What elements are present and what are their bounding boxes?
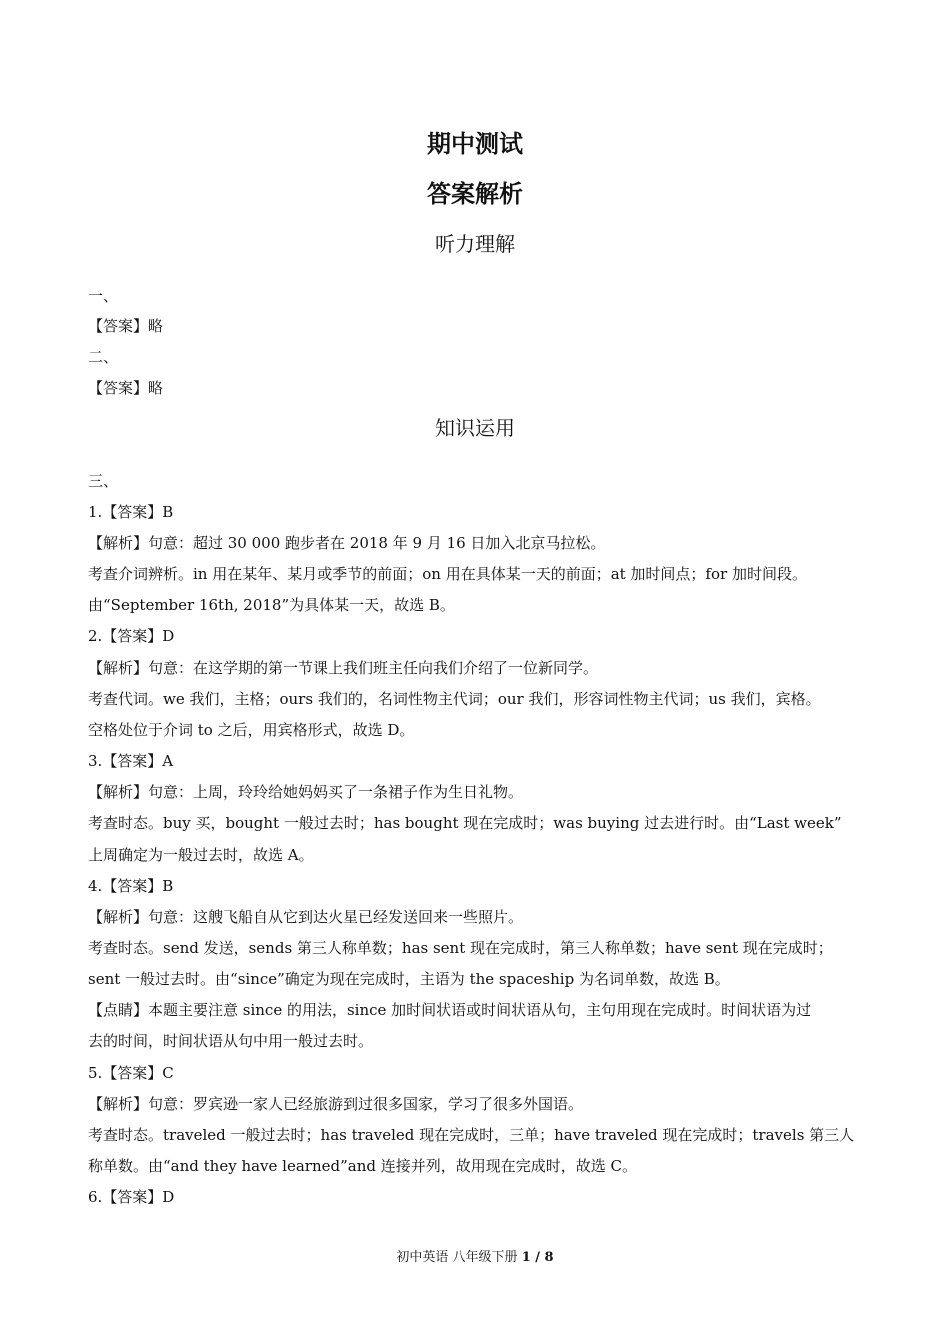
- analysis-line: 考查时态。buy 买，bought 一般过去时；has bought 现在完成时；was buying 过去进行时。由“Last week”: [88, 814, 842, 832]
- question-group-label: 二、: [88, 348, 119, 366]
- answer-line: 【答案】略: [88, 379, 164, 397]
- tip-line: 【点睛】本题主要注意 since 的用法，since 加时间状语或时间状语从句，主句用现在完成时。时间状语为过: [88, 1001, 812, 1019]
- answer-line: 4.【答案】B: [88, 877, 174, 895]
- answer-line: 1.【答案】B: [88, 503, 174, 521]
- analysis-line: 【解析】句意：超过 30 000 跑步者在 2018 年 9 月 16 日加入北京马拉松。: [88, 534, 606, 552]
- analysis-line: sent 一般过去时。由“since”确定为现在完成时，主语为 the spaceship 为名词单数，故选 B。: [88, 970, 730, 988]
- answer-line: 【答案】略: [88, 317, 164, 335]
- analysis-line: 【解析】句意：上周，玲玲给她妈妈买了一条裙子作为生日礼物。: [88, 783, 524, 801]
- answer-line: 5.【答案】C: [88, 1064, 174, 1082]
- analysis-line: 考查时态。send 发送，sends 第三人称单数；has sent 现在完成时，第三人称单数；have sent 现在完成时；: [88, 939, 833, 957]
- question-group-label: 三、: [88, 472, 119, 490]
- analysis-line: 考查介词辨析。in 用在某年、某月或季节的前面；on 用在具体某一天的前面；at 加时间点；for 加时间段。: [88, 565, 807, 583]
- answer-line: 3.【答案】A: [88, 752, 174, 770]
- question-group-label: 一、: [88, 287, 119, 305]
- footer-page-number: 1 / 8: [521, 1250, 554, 1265]
- analysis-line: 考查时态。traveled 一般过去时；has traveled 现在完成时，三单；have traveled 现在完成时；travels 第三人: [88, 1126, 855, 1144]
- page-footer: [0, 1246, 950, 1265]
- document-title: 期中测试: [427, 130, 523, 158]
- analysis-line: 空格处位于介词 to 之后，用宾格形式，故选 D。: [88, 721, 415, 739]
- section-heading-listening: 听力理解: [435, 232, 515, 256]
- analysis-line: 【解析】句意：这艘飞船自从它到达火星已经发送回来一些照片。: [88, 908, 524, 926]
- analysis-line: 上周确定为一般过去时，故选 A。: [88, 846, 314, 864]
- section-heading-knowledge: 知识运用: [435, 416, 515, 440]
- analysis-line: 考查代词。we 我们，主格；ours 我们的，名词性物主代词；our 我们，形容词性物主代词；us 我们，宾格。: [88, 690, 821, 708]
- footer-course: 初中英语 八年级下册: [396, 1250, 522, 1265]
- analysis-line: 【解析】句意：罗宾逊一家人已经旅游到过很多国家，学习了很多外国语。: [88, 1095, 584, 1113]
- document-subtitle: 答案解析: [427, 180, 523, 208]
- analysis-line: 称单数。由“and they have learned”and 连接并列，故用现在完成时，故选 C。: [88, 1157, 637, 1175]
- tip-line: 去的时间，时间状语从句中用一般过去时。: [88, 1032, 374, 1050]
- analysis-line: 由“September 16th, 2018”为具体某一天，故选 B。: [88, 596, 455, 614]
- analysis-line: 【解析】句意：在这学期的第一节课上我们班主任向我们介绍了一位新同学。: [88, 659, 599, 677]
- answer-line: 6.【答案】D: [88, 1188, 175, 1206]
- answer-line: 2.【答案】D: [88, 627, 175, 645]
